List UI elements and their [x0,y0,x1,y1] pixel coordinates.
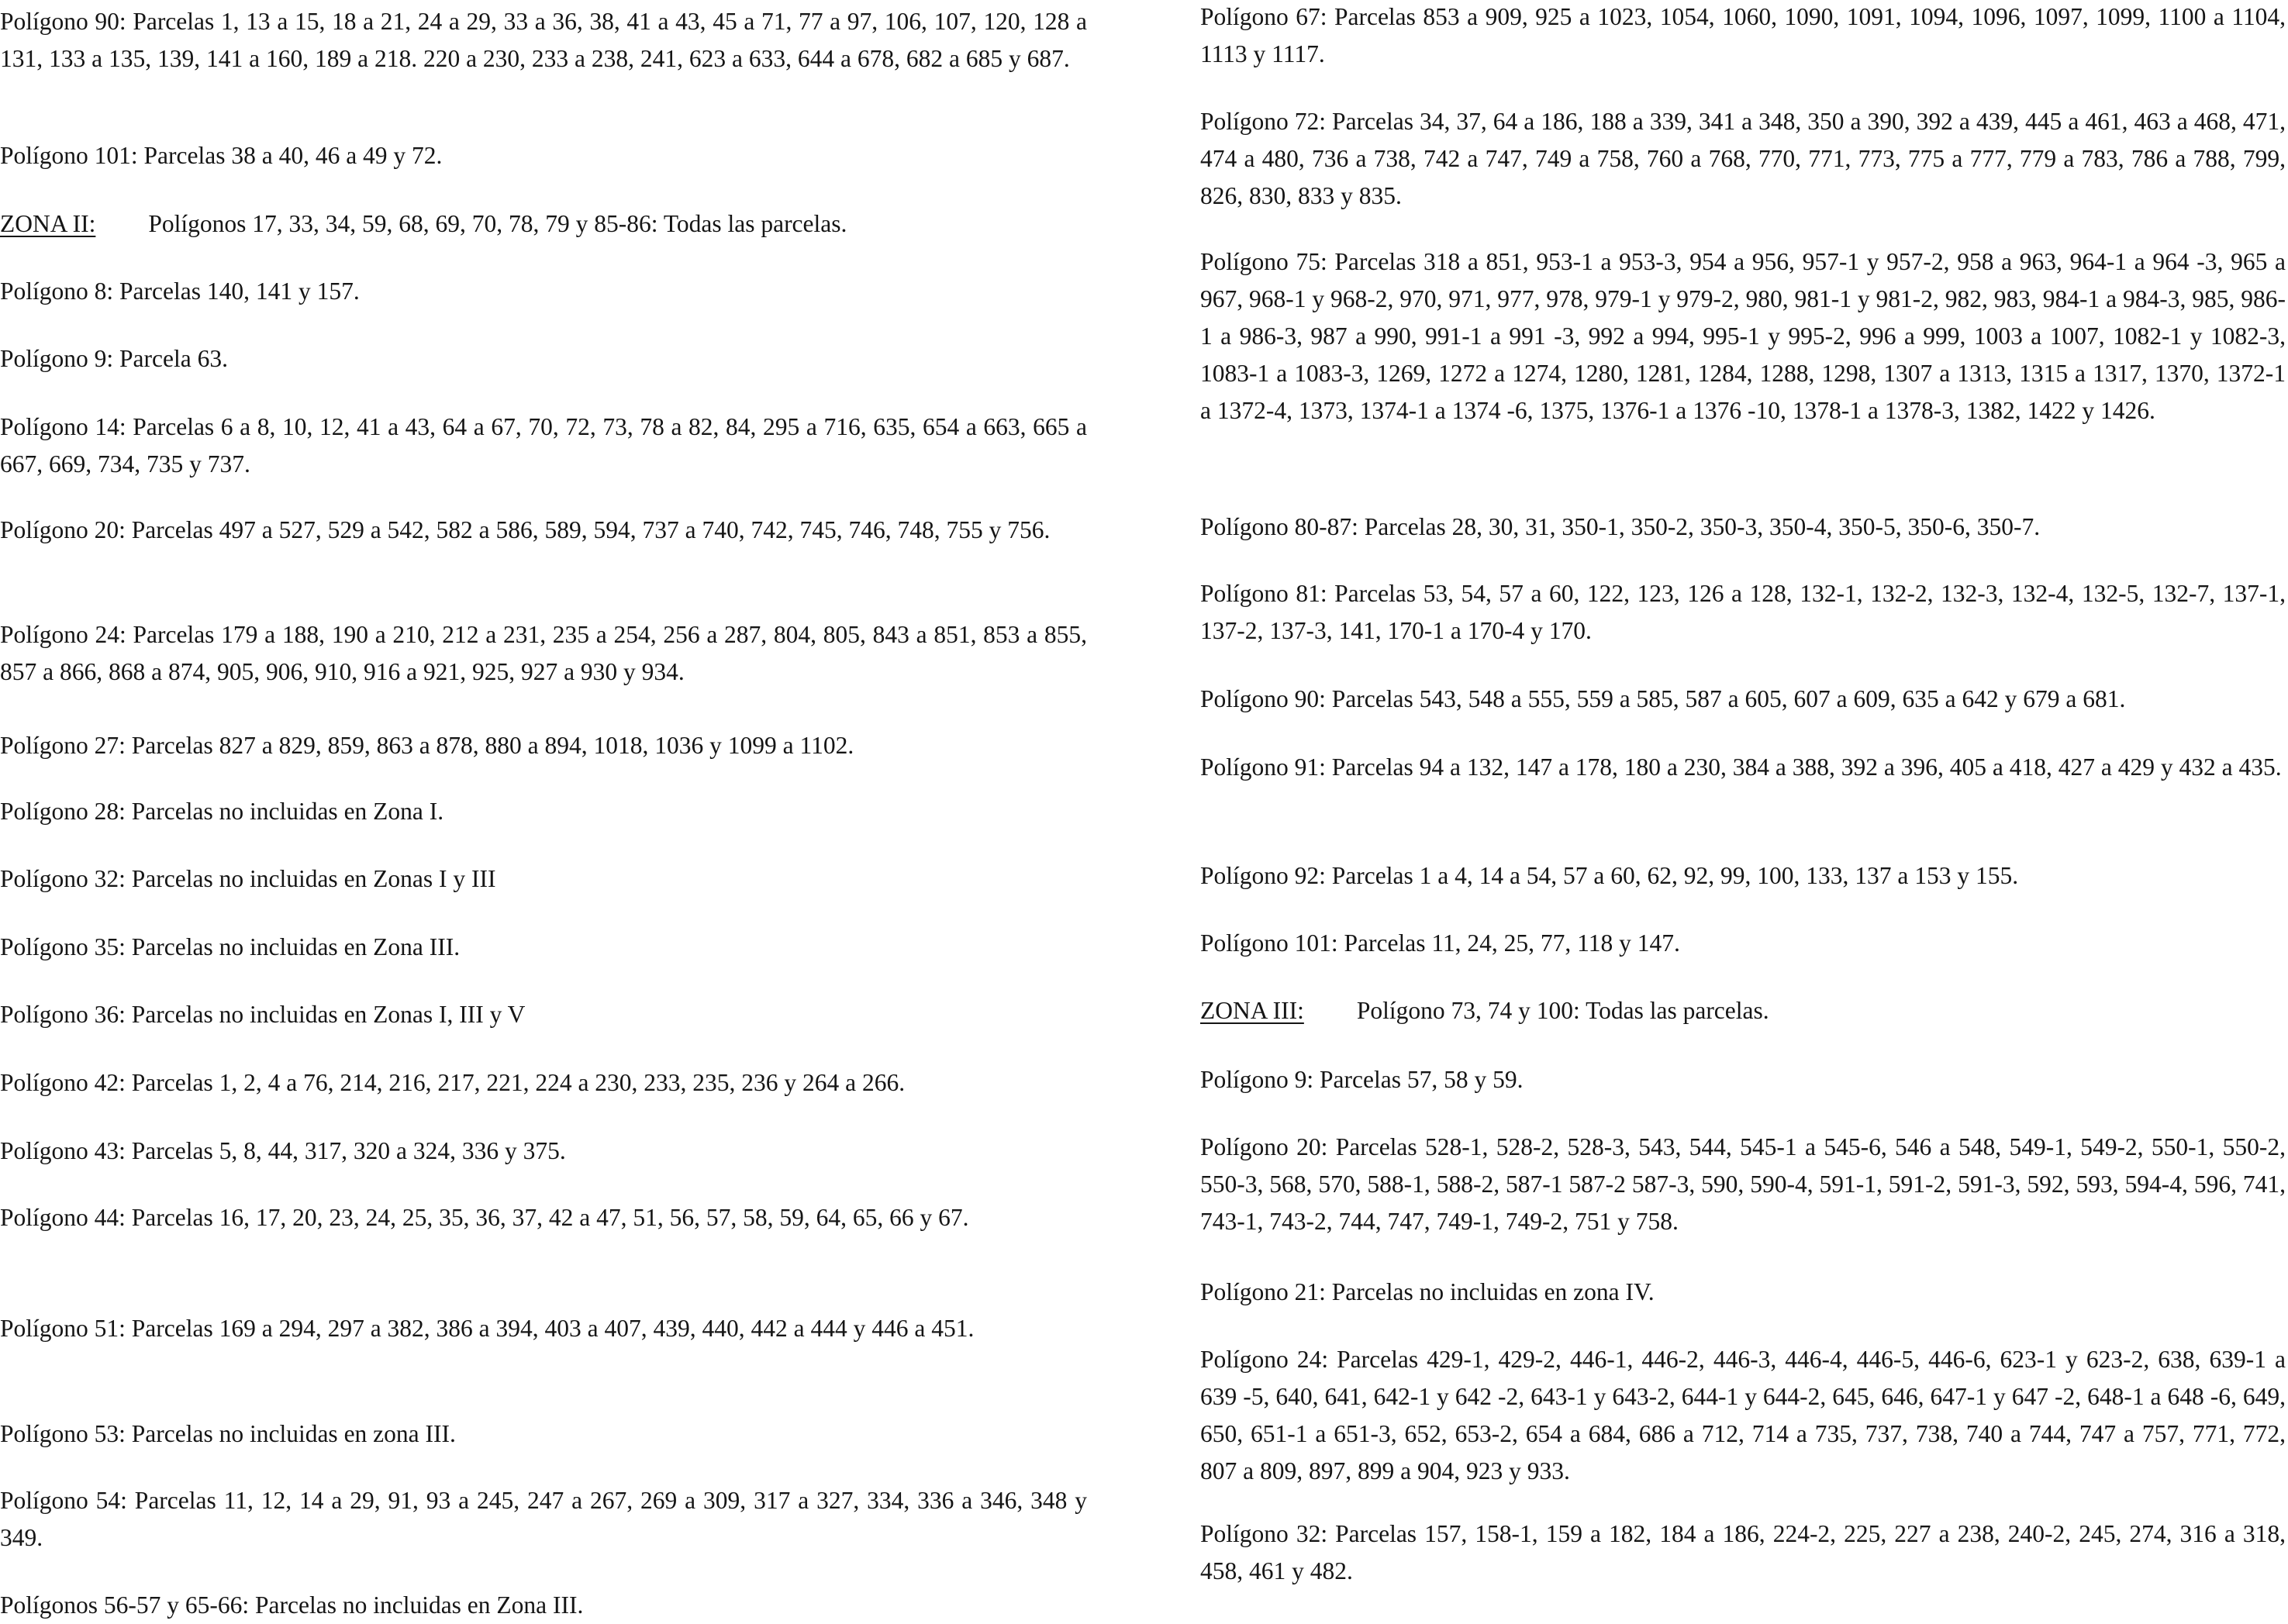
zona-ii-text: Polígonos 17, 33, 34, 59, 68, 69, 70, 78, 79 y 85-86: Todas las parcelas. [148,210,847,237]
entry-poligono-21: Polígono 21: Parcelas no incluidas en zona IV. [1200,1278,1655,1305]
entry-poligono-24-right: Polígono 24: Parcelas 429-1, 429-2, 446-1, 446-2, 446-3, 446-4, 446-5, 446-6, 623-1 y 623-2, 638, 639-1 a 639 -5, 640, 641, 642-1 y 642 -2, 643-1 y 643-2, 644-1 y 644-2, 645, 646, 647-1 y 647 -2, 648-1 a 648 -6, 649, 650, 651-1 a 651-3, 652, 653-2, 654 a 684, 686 a 712, 714 a 735, 737, 738, 740 a 744, 747 a 757, 771, 772, 807 a 809, 897, 899 a 904, 923 y 933. [1200,1346,2286,1484]
entry-poligono-32-right: Polígono 32: Parcelas 157, 158-1, 159 a 182, 184 a 186, 224-2, 225, 227 a 238, 240-2, 245, 274, 316 a 318, 458, 461 y 482. [1200,1520,2286,1584]
entry-poligono-35: Polígono 35: Parcelas no incluidas en Zona III. [0,933,461,960]
entry-poligono-54: Polígono 54: Parcelas 11, 12, 14 a 29, 91, 93 a 245, 247 a 267, 269 a 309, 317 a 327, 334, 336 a 346, 348 y 349. [0,1487,1087,1551]
entry-poligono-9-right: Polígono 9: Parcelas 57, 58 y 59. [1200,1066,1524,1093]
entry-poligono-36: Polígono 36: Parcelas no incluidas en Zonas I, III y V [0,1001,526,1028]
entry-poligono-81: Polígono 81: Parcelas 53, 54, 57 a 60, 122, 123, 126 a 128, 132-1, 132-2, 132-3, 132-4, 132-5, 132-7, 137-1, 137-2, 137-3, 141, 170-1 a 170-4 y 170. [1200,580,2286,644]
entry-poligono-72: Polígono 72: Parcelas 34, 37, 64 a 186, 188 a 339, 341 a 348, 350 a 390, 392 a 439, 445 a 461, 463 a 468, 471, 474 a 480, 736 a 738, 742 a 747, 749 a 758, 760 a 768, 770, 771, 773, 775 a 777, 779 a 783, 786 a 788, 799, 826, 830, 833 y 835. [1200,108,2286,209]
entry-poligono-24: Polígono 24: Parcelas 179 a 188, 190 a 210, 212 a 231, 235 a 254, 256 a 287, 804, 805, 843 a 851, 853 a 855, 857 a 866, 868 a 874, 905, 906, 910, 916 a 921, 925, 927 a 930 y 934. [0,621,1087,685]
entry-poligono-92: Polígono 92: Parcelas 1 a 4, 14 a 54, 57 a 60, 62, 92, 99, 100, 133, 137 a 153 y 155. [1200,862,2019,889]
entry-poligono-20: Polígono 20: Parcelas 497 a 527, 529 a 542, 582 a 586, 589, 594, 737 a 740, 742, 745, 746, 748, 755 y 756. [0,516,1051,543]
entry-poligono-28: Polígono 28: Parcelas no incluidas en Zona I. [0,798,444,825]
entry-poligono-75: Polígono 75: Parcelas 318 a 851, 953-1 a 953-3, 954 a 956, 957-1 y 957-2, 958 a 963, 964-1 a 964 -3, 965 a 967, 968-1 y 968-2, 970, 971, 977, 978, 979-1 y 979-2, 980, 981-1 y 981-2, 982, 983, 984-1 a 984-3, 985, 986-1 a 986-3, 987 a 990, 991-1 a 991 -3, 992 a 994, 995-1 y 995-2, 996 a 999, 1003 a 1007, 1082-1 y 1082-3, 1083-1 a 1083-3, 1269, 1272 a 1274, 1280, 1281, 1284, 1288, 1298, 1307 a 1313, 1315 a 1317, 1370, 1372-1 a 1372-4, 1373, 1374-1 a 1374 -6, 1375, 1376-1 a 1376 -10, 1378-1 a 1378-3, 1382, 1422 y 1426. [1200,248,2286,424]
entry-poligono-32: Polígono 32: Parcelas no incluidas en Zonas I y III [0,865,496,892]
zona-ii-label: ZONA II: [0,210,96,237]
entry-poligono-43: Polígono 43: Parcelas 5, 8, 44, 317, 320 a 324, 336 y 375. [0,1137,566,1164]
entry-poligono-80-87: Polígono 80-87: Parcelas 28, 30, 31, 350-1, 350-2, 350-3, 350-4, 350-5, 350-6, 350-7. [1200,513,2041,540]
entry-poligono-101-right: Polígono 101: Parcelas 11, 24, 25, 77, 118 y 147. [1200,929,1680,957]
entry-poligono-27: Polígono 27: Parcelas 827 a 829, 859, 863 a 878, 880 a 894, 1018, 1036 y 1099 a 1102. [0,732,854,759]
entry-poligono-9: Polígono 9: Parcela 63. [0,345,228,372]
entry-poligono-67: Polígono 67: Parcelas 853 a 909, 925 a 1023, 1054, 1060, 1090, 1091, 1094, 1096, 1097, 1099, 1100 a 1104, 1113 y 1117. [1200,3,2286,67]
entry-poligono-53: Polígono 53: Parcelas no incluidas en zona III. [0,1420,456,1447]
entry-poligono-51: Polígono 51: Parcelas 169 a 294, 297 a 382, 386 a 394, 403 a 407, 439, 440, 442 a 444 y 446 a 451. [0,1315,975,1342]
entry-poligono-90-right: Polígono 90: Parcelas 543, 548 a 555, 559 a 585, 587 a 605, 607 a 609, 635 a 642 y 679 a 681. [1200,685,2126,712]
zona-ii-heading [0,205,1087,243]
entry-poligono-44: Polígono 44: Parcelas 16, 17, 20, 23, 24, 25, 35, 36, 37, 42 a 47, 51, 56, 57, 58, 59, 64, 65, 66 y 67. [0,1204,969,1231]
entry-poligono-42: Polígono 42: Parcelas 1, 2, 4 a 76, 214, 216, 217, 221, 224 a 230, 233, 235, 236 y 264 a 266. [0,1069,906,1096]
entry-poligono-20-right: Polígono 20: Parcelas 528-1, 528-2, 528-3, 543, 544, 545-1 a 545-6, 546 a 548, 549-1, 549-2, 550-1, 550-2, 550-3, 568, 570, 588-1, 588-2, 587-1 587-2 587-3, 590, 590-4, 591-1, 591-2, 591-3, 592, 593, 594-4, 596, 741, 743-1, 743-2, 744, 747, 749-1, 749-2, 751 y 758. [1200,1133,2286,1235]
entry-poligono-91: Polígono 91: Parcelas 94 a 132, 147 a 178, 180 a 230, 384 a 388, 392 a 396, 405 a 418, 427 a 429 y 432 a 435. [1200,753,2282,781]
zona-iii-text: Polígono 73, 74 y 100: Todas las parcelas. [1356,997,1769,1024]
entry-poligonos-56-57: Polígonos 56-57 y 65-66: Parcelas no incluidas en Zona III. [0,1591,584,1619]
entry-poligono-90: Polígono 90: Parcelas 1, 13 a 15, 18 a 21, 24 a 29, 33 a 36, 38, 41 a 43, 45 a 71, 77 a 97, 106, 107, 120, 128 a 131, 133 a 135, 139, 141 a 160, 189 a 218. 220 a 230, 233 a 238, 241, 623 a 633, 644 a 678, 682 a 685 y 687. [0,8,1087,72]
entry-poligono-8: Polígono 8: Parcelas 140, 141 y 157. [0,278,360,305]
entry-poligono-101: Polígono 101: Parcelas 38 a 40, 46 a 49 y 72. [0,142,443,169]
zona-iii-label: ZONA III: [1200,997,1304,1024]
entry-poligono-14: Polígono 14: Parcelas 6 a 8, 10, 12, 41 a 43, 64 a 67, 70, 72, 73, 78 a 82, 84, 295 a 716, 635, 654 a 663, 665 a 667, 669, 734, 735 y 737. [0,413,1087,478]
zona-iii-heading [1200,992,2286,1029]
